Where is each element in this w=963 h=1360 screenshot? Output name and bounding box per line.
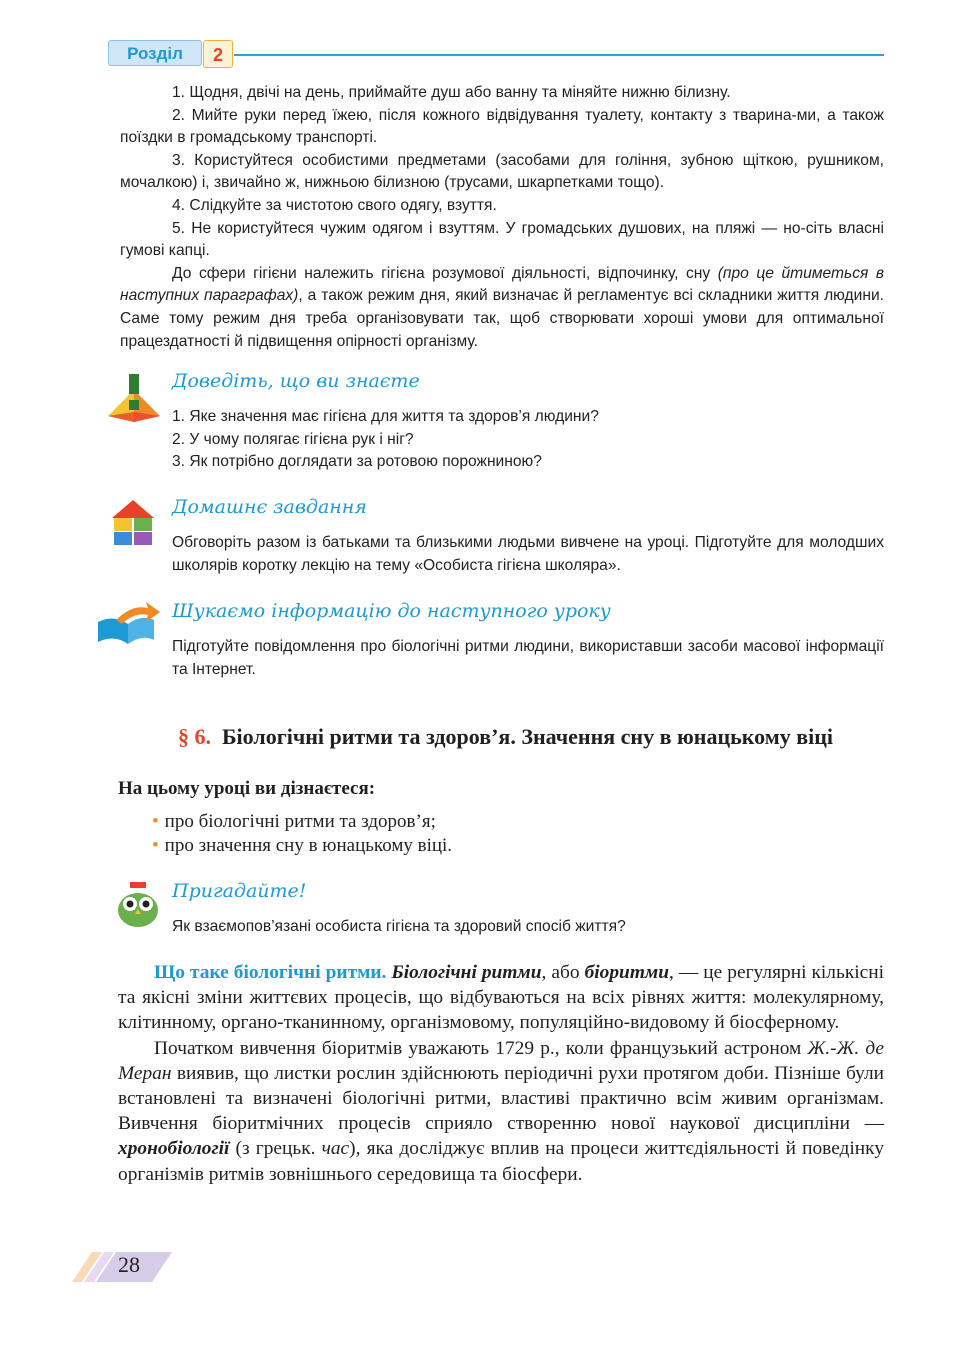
hygiene-paragraph [120,263,884,353]
section-number: 2 [203,40,233,68]
header-rule [234,54,884,56]
learn-item: • про біологічні ритми та здоров’я; [152,811,436,832]
scientist-name: Ж.-Ж. де Меран [118,1037,884,1084]
search-text: Підготуйте повідомлення про біологічні ритми людини, використавши засоби масової інформації та Інтернет. [172,638,884,678]
owl-icon [116,882,160,928]
search-title: Шукаємо інформацію до наступного уроку [172,600,611,622]
page-number: 28 [118,1252,140,1277]
bio-lead: Що таке біологічні ритми. [154,962,387,983]
recall-text: Як взаємопов’язані особиста гігієна та здоровий спосіб життя? [172,918,626,935]
recall-title: Пригадайте! [172,880,307,902]
bio-paragraph-1: Що таке біологічні ритми. Біологічні ритми, або біоритми, — це регулярні кількісні та якісні зміни життєвих процесів, що відбуваються на всіх рівнях життя: молекулярному, клітинному, органо-тканинному, організмовому, популяційно-видовому й біосферному. [118,962,885,1034]
rule-4: 4. Слідкуйте за чистотою свого одягу, взуття. [172,196,497,214]
term-biorhythms: біоритми [584,962,669,983]
paragraph-heading [178,724,833,750]
section-label: Розділ [108,40,202,66]
question-2: 2. У чому полягає гігієна рук і ніг? [172,430,414,448]
puzzle-house-icon [110,498,156,546]
hygiene-text-italic: (про це йтиметься в наступних параграфах) [120,264,884,305]
question-1: 1. Яке значення має гігієна для життя та здоров’я людини? [172,408,599,425]
term-chronobiology: хронобіології [118,1138,230,1160]
rule-5: 5. Не користуйтеся чужим одягом і взуттям. У громадських душових, на пляжі — но-сіть власні гумові капці. [120,219,884,260]
paragraph-title: Біологічні ритми та здоров’я. Значення сну в юнацькому віці [222,724,834,749]
learn-item: • про значення сну в юнацькому віці. [152,835,453,856]
page-number-badge [72,1248,172,1284]
rule-2: 2. Мийте руки перед їжею, після кожного відвідування туалету, контакту з тварина-ми, а також поїздки в громадському транспорті. [120,106,884,147]
prove-questions [172,406,884,474]
exclamation-pyramid-icon [104,372,164,432]
homework-title: Домашнє завдання [172,496,367,518]
rule-3: 3. Користуйтеся особистими предметами (засобами для гоління, зубною щіткою, рушником, мочалкою) і, звичайно ж, нижньою білизною (трусами, шкарпетками тощо). [120,151,884,192]
paragraph-number: § 6. [178,724,211,749]
learn-list [152,810,452,858]
term-biological-rhythms: Біологічні ритми [391,962,542,983]
open-book-arrow-icon [96,600,162,646]
learn-heading: На цьому уроці ви дізнаєтеся: [118,778,376,799]
homework-text: Обговоріть разом із батьками та близькими людьми вивчене на уроці. Підготуйте для молодших школярів коротку лекцію на тему «Особиста гігієна школяра». [172,534,884,574]
bio-rhythms-text [118,960,884,1187]
hygiene-text-b: , а також режим дня, який визначає й регламентує всі складники життя людини. Саме тому режим дня треба організовувати так, щоб створювати хороші умови для оптимальної працездатності й підвищення опірності організму. [120,287,884,350]
hygiene-rules [120,82,884,353]
bio-paragraph-2: Початком вивчення біоритмів уважають 1729 р., коли французький астроном Ж.-Ж. де Меран виявив, що листки рослин здійснюють періодичні рухи протягом доби. Пізніше були встановлені та визначені біологічні ритми, властиві практично всім живим організмам. Вивчення біоритмічних процесів сприяло створенню нової наукової дисципліни — хронобіології (з грецьк. час), яка досліджує вплив на процеси життєдіяльності й поведінку організмів ритмів зовнішнього середовища та біосфери. [118,1037,885,1185]
rule-1: 1. Щодня, двічі на день, приймайте душ або ванну та міняйте нижню білизну. [172,84,731,101]
hygiene-text-a: До сфери гігієни належить гігієна розумової діяльності, відпочинку, сну [172,264,718,282]
question-3: 3. Як потрібно доглядати за ротовою порожниною? [172,453,542,471]
prove-title: Доведіть, що ви знаєте [172,370,420,392]
